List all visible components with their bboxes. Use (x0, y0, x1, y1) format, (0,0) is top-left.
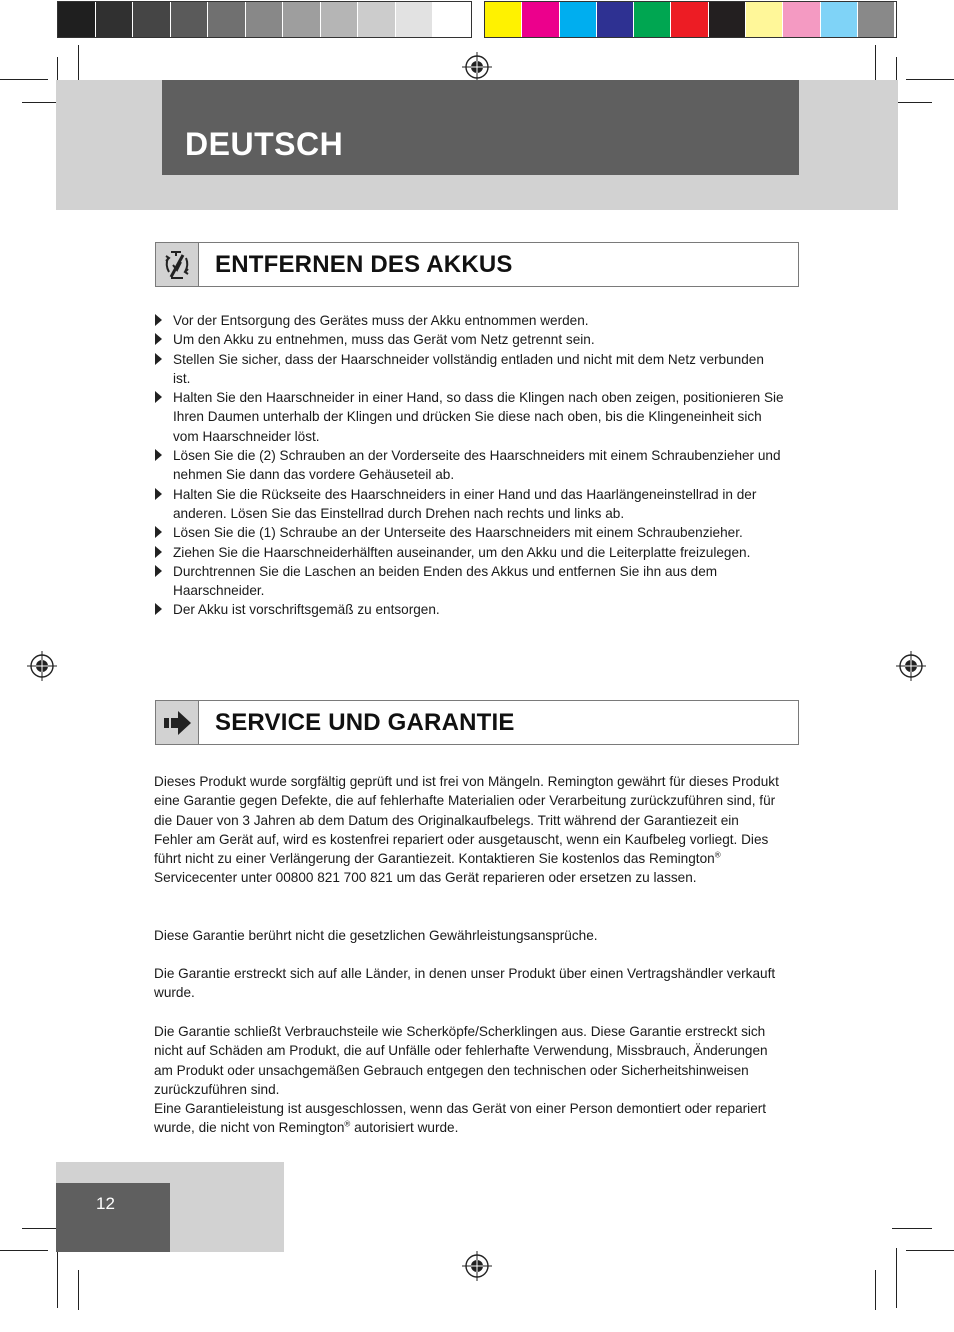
crop-mark (892, 1228, 932, 1229)
section-heading-battery-removal (155, 242, 799, 287)
bullet-arrow-icon (155, 488, 162, 500)
warranty-paragraph-4 (154, 1022, 779, 1138)
warranty-paragraph-1 (154, 772, 779, 888)
registration-mark-icon (27, 651, 57, 681)
page-number: 12 (96, 1194, 115, 1213)
list-item-text: Stellen Sie sicher, dass der Haarschneider vollständig entladen und nicht mit dem Netz verbunden ist. (173, 351, 764, 386)
list-item-text: Halten Sie die Rückseite des Haarschneiders in einer Hand und das Haarlängeneinstellrad in der anderen. Lösen Sie das Einstellrad durch Drehen nach rechts und links ab. (173, 486, 757, 521)
registration-mark-icon (896, 651, 926, 681)
bullet-arrow-icon (155, 314, 162, 326)
bullet-arrow-icon (155, 565, 162, 577)
list-item-text: Ziehen Sie die Haarschneiderhälften auseinander, um den Akku und die Leiterplatte freizulegen. (173, 544, 751, 560)
list-item (154, 388, 784, 446)
list-item (154, 543, 784, 562)
crop-mark (896, 1248, 897, 1308)
crop-mark (906, 1250, 954, 1251)
list-item (154, 562, 784, 601)
list-item-text: Durchtrennen Sie die Laschen an beiden Enden des Akkus und entfernen Sie ihn aus dem Haarschneider. (173, 563, 718, 599)
color-bar-frame (484, 1, 897, 38)
list-item (154, 485, 784, 524)
list-item (154, 350, 784, 389)
crop-mark (875, 45, 876, 81)
bullet-arrow-icon (155, 526, 162, 538)
page-language-title: DEUTSCH (185, 126, 344, 162)
paragraph-text: Die Garantie erstreckt sich auf alle Länder, in denen unser Produkt über einen Vertragshändler verkauft wurde. (154, 966, 776, 1001)
bullet-arrow-icon (155, 353, 162, 365)
list-item (154, 330, 784, 349)
bullet-arrow-icon (155, 449, 162, 461)
crop-mark (0, 1250, 48, 1251)
crop-mark (57, 1248, 58, 1308)
paragraph-text: Eine Garantieleistung ist ausgeschlossen, wenn das Gerät von einer Person demontiert oder repariert wurde, die nicht von Remington (154, 1101, 767, 1136)
battery-removal-steps (154, 311, 784, 620)
warranty-paragraph-2 (154, 926, 779, 945)
bullet-arrow-icon (155, 391, 162, 403)
registration-mark-icon (462, 1251, 492, 1281)
list-item-text: Um den Akku zu entnehmen, muss das Gerät vom Netz getrennt sein. (173, 332, 595, 348)
arrow-right-icon (162, 710, 192, 736)
recycle-battery-icon (159, 247, 195, 283)
list-item (154, 600, 784, 619)
list-item (154, 523, 784, 542)
bullet-arrow-icon (155, 333, 162, 345)
paragraph-text: Servicecenter unter 00800 821 700 821 um das Gerät reparieren oder ersetzen zu lassen. (154, 870, 697, 886)
list-item-text: Vor der Entsorgung des Gerätes muss der Akku entnommen werden. (173, 313, 589, 328)
section-title: ENTFERNEN DES AKKUS (215, 251, 513, 278)
registered-mark: ® (344, 1119, 351, 1129)
crop-mark (78, 45, 79, 81)
list-item-text: Der Akku ist vorschriftsgemäß zu entsorgen. (173, 602, 440, 618)
paragraph-text: Dieses Produkt wurde sorgfältig geprüft und ist frei von Mängeln. Remington gewährt für dieses Produkt eine Garantie gegen Defekte, die auf fehlerhafte Materialien oder Verarbeitung zurückzuführen sind, für die Dauer von 3 Jahren ab dem Datum des Originalkaufbelegs. Tritt während der Garantiezeit ein Fehler am Gerät auf, wird es kostenfrei repariert oder ausgetauscht, wenn ein Kaufbeleg vorliegt. Dies führt nicht zu einer Verlängerung der Garantiezeit. Kontaktieren Sie kostenlos das Remington (154, 774, 779, 867)
bullet-arrow-icon (155, 546, 162, 558)
section-icon-box (156, 701, 199, 744)
warranty-paragraph-3 (154, 964, 779, 1003)
section-title: SERVICE UND GARANTIE (215, 709, 515, 736)
list-item-text: Lösen Sie die (2) Schrauben an der Vorderseite des Haarschneiders mit einem Schraubenzieher und nehmen Sie dann das vordere Gehäuseteil ab. (173, 448, 781, 483)
list-item (154, 311, 784, 330)
list-item (154, 446, 784, 485)
crop-mark (906, 79, 954, 80)
list-item-text: Halten Sie den Haarschneider in einer Hand, so dass die Klingen nach oben zeigen, positionieren Sie Ihren Daumen unterhalb der Klingen und drücken Sie diese nach oben, bis die Klingeneinheit sich vom Haarschneider löst. (173, 390, 784, 444)
crop-mark (78, 1270, 79, 1310)
crop-mark (875, 1270, 876, 1310)
crop-mark (0, 79, 48, 80)
paragraph-text: Diese Garantie berührt nicht die gesetzlichen Gewährleistungsansprüche. (154, 928, 598, 943)
section-heading-service-warranty (155, 700, 799, 745)
crop-mark (892, 102, 932, 103)
paragraph-text: autorisiert wurde. (350, 1120, 459, 1136)
paragraph-text: Die Garantie schließt Verbrauchsteile wie Scherköpfe/Scherklingen aus. Diese Garantie erstreckt sich nicht auf Schäden am Produkt, die auf Unfälle oder fehlerhafte Verwendung, Missbrauch, Änderungen am Produkt oder unsachgemäßen Gebrauch entgegen den technischen oder Sicherheitshinweisen zurückzuführen sind. (154, 1024, 768, 1097)
list-item-text: Lösen Sie die (1) Schraube an der Unterseite des Haarschneiders mit einem Schraubenzieher. (173, 525, 743, 541)
bullet-arrow-icon (155, 603, 162, 615)
grayscale-bar-frame (57, 1, 472, 38)
section-icon-box (156, 243, 199, 286)
registration-mark-icon (462, 52, 492, 82)
registered-mark: ® (714, 850, 721, 860)
